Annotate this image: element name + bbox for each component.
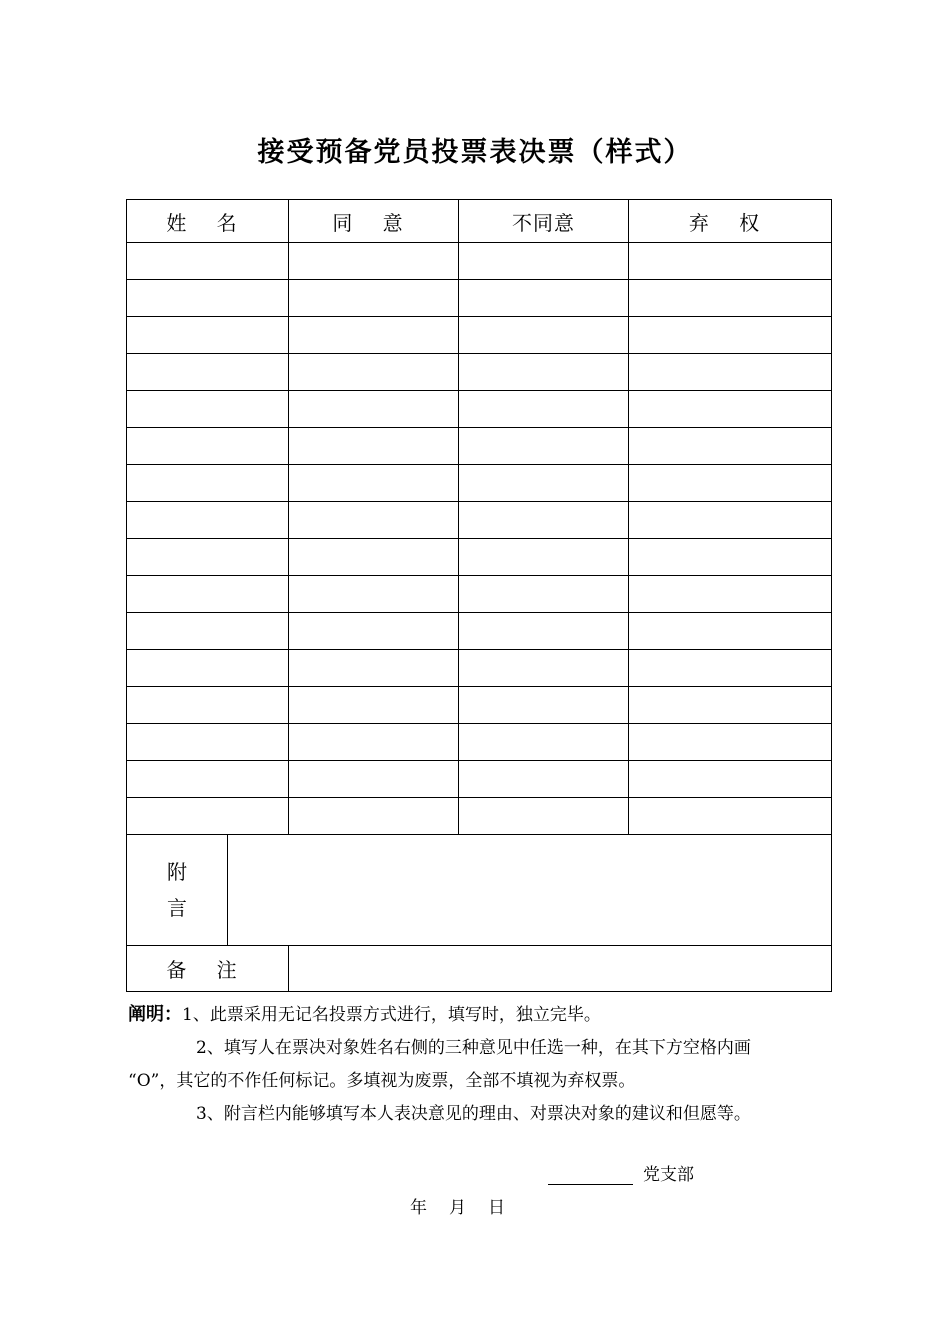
cell-disagree[interactable] [459,613,629,650]
beizhu-label: 备 注 [127,946,289,992]
header-name: 姓 名 [127,200,289,243]
cell-disagree[interactable] [459,428,629,465]
cell-disagree[interactable] [459,798,629,835]
cell-abstain[interactable] [629,724,832,761]
cell-disagree[interactable] [459,502,629,539]
table-row [127,650,832,687]
cell-abstain[interactable] [629,391,832,428]
signature-line [548,1160,694,1185]
fuyan-label: 附 言 [167,860,187,920]
cell-name[interactable] [127,428,289,465]
table-row [127,576,832,613]
cell-name[interactable] [127,243,289,280]
cell-abstain[interactable] [629,280,832,317]
cell-agree[interactable] [289,465,459,502]
cell-abstain[interactable] [629,613,832,650]
cell-disagree[interactable] [459,391,629,428]
cell-abstain[interactable] [629,317,832,354]
cell-agree[interactable] [289,687,459,724]
instructions [128,998,828,1131]
cell-name[interactable] [127,576,289,613]
header-disagree: 不同意 [459,200,629,243]
cell-agree[interactable] [289,650,459,687]
instruction-2-cont: “O”，其它的不作任何标记。多填视为废票，全部不填视为弃权票。 [128,1071,636,1091]
date-day: 日 [488,1198,505,1218]
table-row [127,280,832,317]
table-row [127,798,832,835]
cell-agree[interactable] [289,243,459,280]
fuyan-row [127,835,832,946]
cell-disagree[interactable] [459,280,629,317]
cell-disagree[interactable] [459,354,629,391]
cell-name[interactable] [127,280,289,317]
cell-disagree[interactable] [459,539,629,576]
table-row [127,539,832,576]
cell-abstain[interactable] [629,650,832,687]
cell-name[interactable] [127,317,289,354]
cell-name[interactable] [127,465,289,502]
instructions-lead: 阐明： [128,1004,182,1025]
cell-name[interactable] [127,687,289,724]
table-row [127,502,832,539]
cell-disagree[interactable] [459,761,629,798]
cell-abstain[interactable] [629,687,832,724]
cell-agree[interactable] [289,391,459,428]
cell-agree[interactable] [289,539,459,576]
instruction-1: 阐明：1、此票采用无记名投票方式进行，填写时，独立完毕。 [128,1004,601,1025]
cell-disagree[interactable] [459,650,629,687]
cell-disagree[interactable] [459,317,629,354]
beizhu-row [127,946,832,992]
document-title: 接受预备党员投票表决票（样式） [257,137,693,168]
cell-agree[interactable] [289,798,459,835]
branch-label: 党支部 [643,1165,694,1185]
instruction-3: 3、附言栏内能够填写本人表决意见的理由、对票决对象的建议和但愿等。 [196,1104,751,1124]
cell-agree[interactable] [289,502,459,539]
table-row [127,428,832,465]
cell-name[interactable] [127,354,289,391]
cell-name[interactable] [127,391,289,428]
cell-disagree[interactable] [459,687,629,724]
date-line [410,1193,527,1218]
cell-agree[interactable] [289,280,459,317]
cell-abstain[interactable] [629,502,832,539]
cell-abstain[interactable] [629,761,832,798]
cell-abstain[interactable] [629,243,832,280]
cell-abstain[interactable] [629,428,832,465]
cell-name[interactable] [127,613,289,650]
table-row [127,724,832,761]
instruction-2: 2、填写人在票决对象姓名右侧的三种意见中任选一种，在其下方空格内画 [196,1038,751,1058]
cell-agree[interactable] [289,354,459,391]
cell-agree[interactable] [289,428,459,465]
beizhu-content[interactable] [289,946,832,992]
header-agree: 同 意 [289,200,459,243]
table-row [127,243,832,280]
fuyan-content[interactable] [228,835,832,946]
cell-agree[interactable] [289,576,459,613]
table-row [127,391,832,428]
table-row [127,354,832,391]
cell-name[interactable] [127,539,289,576]
cell-agree[interactable] [289,317,459,354]
fuyan-label-cell [127,835,228,946]
cell-abstain[interactable] [629,465,832,502]
cell-abstain[interactable] [629,576,832,613]
cell-name[interactable] [127,761,289,798]
cell-abstain[interactable] [629,354,832,391]
header-abstain: 弃 权 [629,200,832,243]
cell-agree[interactable] [289,724,459,761]
cell-name[interactable] [127,650,289,687]
cell-disagree[interactable] [459,724,629,761]
cell-disagree[interactable] [459,243,629,280]
cell-name[interactable] [127,502,289,539]
branch-blank[interactable] [548,1164,633,1185]
cell-disagree[interactable] [459,465,629,502]
table-row [127,613,832,650]
table-row [127,761,832,798]
cell-agree[interactable] [289,613,459,650]
table-row [127,465,832,502]
table-header-row [127,200,832,243]
cell-abstain[interactable] [629,798,832,835]
cell-disagree[interactable] [459,576,629,613]
cell-agree[interactable] [289,761,459,798]
cell-name[interactable] [127,798,289,835]
ballot-table [126,199,832,992]
table-row [127,317,832,354]
cell-abstain[interactable] [629,539,832,576]
cell-name[interactable] [127,724,289,761]
table-row [127,687,832,724]
date-month: 月 [449,1198,466,1218]
date-year: 年 [410,1198,427,1218]
